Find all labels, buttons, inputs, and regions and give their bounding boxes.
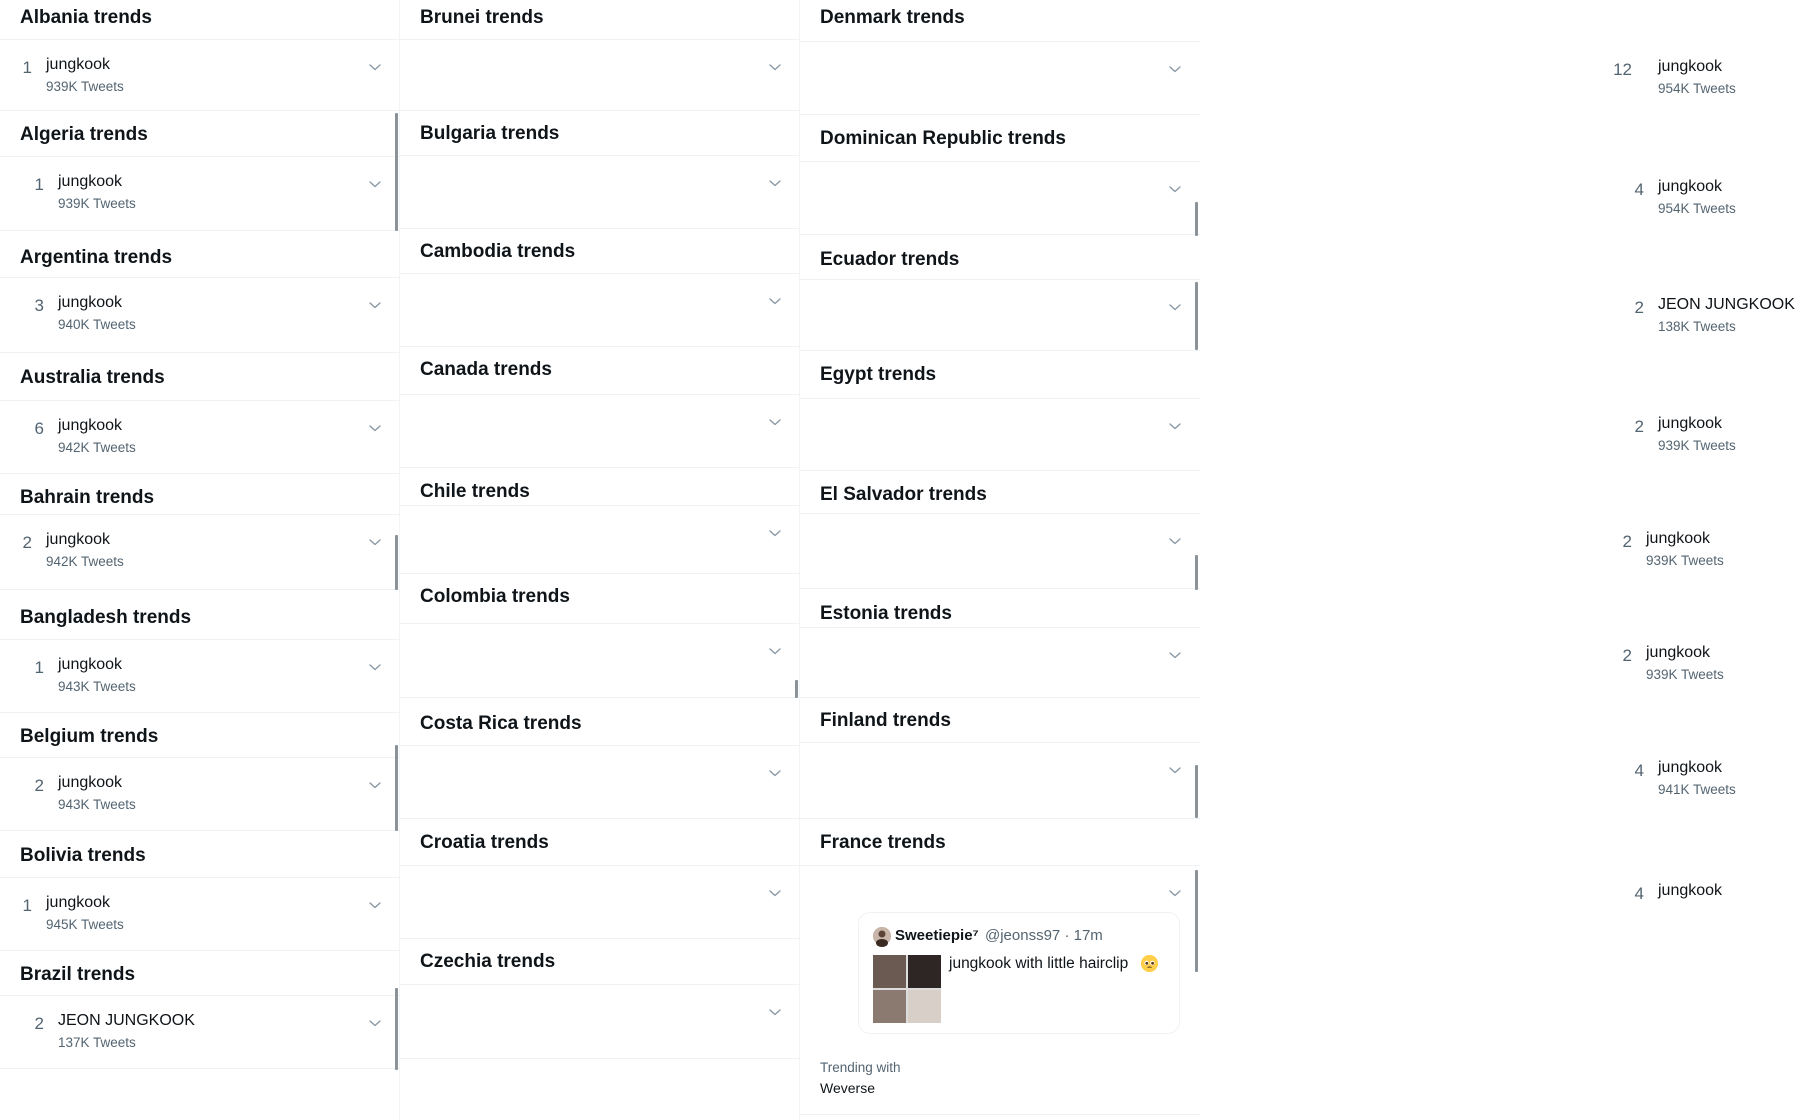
divider <box>800 350 1200 351</box>
trend-rank: 3 <box>34 296 44 315</box>
chevron-down-icon[interactable] <box>1168 885 1182 895</box>
chevron-down-icon[interactable] <box>368 534 382 544</box>
country-trends-title: Denmark trends <box>820 7 965 28</box>
trend-row[interactable] <box>400 506 800 573</box>
chevron-down-icon[interactable] <box>1168 181 1182 191</box>
trend-name[interactable]: jungkook <box>1646 644 1711 661</box>
country-trends-title: Bahrain trends <box>20 487 155 508</box>
tweet-handle-time: @jeonss97 · 17m <box>985 927 1103 944</box>
trend-row[interactable] <box>800 280 1200 350</box>
trend-name[interactable]: jungkook <box>46 56 111 73</box>
trend-rank: 1 <box>22 896 32 915</box>
chevron-down-icon[interactable] <box>768 1004 782 1014</box>
tweet-count: 943K Tweets <box>58 679 136 694</box>
chevron-down-icon[interactable] <box>768 293 782 303</box>
chevron-down-icon[interactable] <box>368 59 382 69</box>
trend-name[interactable]: jungkook <box>58 294 123 311</box>
trend-rank: 4 <box>1634 761 1644 780</box>
divider <box>800 697 1200 698</box>
trend-row[interactable] <box>400 395 800 467</box>
divider <box>0 830 400 831</box>
trend-name[interactable]: jungkook <box>1646 530 1711 547</box>
trend-row[interactable] <box>800 399 1200 470</box>
tweet-count: 942K Tweets <box>46 554 124 569</box>
trend-rank: 2 <box>34 1014 44 1033</box>
chevron-down-icon[interactable] <box>1168 418 1182 428</box>
tweet-image-grid[interactable] <box>873 955 941 1023</box>
country-trends-title: Argentina trends <box>20 247 173 268</box>
tweet-count: 939K Tweets <box>46 79 124 94</box>
trend-row[interactable] <box>0 640 400 712</box>
trend-row[interactable] <box>800 162 1200 234</box>
country-trends-title: Estonia trends <box>820 603 952 624</box>
chevron-down-icon[interactable] <box>1168 647 1182 657</box>
trend-row[interactable] <box>800 628 1200 697</box>
country-trends-title: Bulgaria trends <box>420 123 560 144</box>
country-trends-title: Colombia trends <box>420 586 570 607</box>
divider <box>400 346 800 347</box>
tweet-count: 138K Tweets <box>1658 319 1736 334</box>
trend-name[interactable]: jungkook <box>1658 882 1723 899</box>
divider <box>0 110 400 111</box>
divider <box>0 589 400 590</box>
trend-row[interactable] <box>0 758 400 830</box>
trend-row[interactable] <box>400 40 800 110</box>
chevron-down-icon[interactable] <box>1168 762 1182 772</box>
chevron-down-icon[interactable] <box>768 175 782 185</box>
divider <box>0 352 400 353</box>
divider <box>0 473 400 474</box>
tweet-count: 939K Tweets <box>58 196 136 211</box>
trend-row[interactable] <box>400 624 800 697</box>
trend-row[interactable] <box>400 746 800 818</box>
country-trends-title: Canada trends <box>420 359 552 380</box>
trend-rank: 6 <box>34 419 44 438</box>
scrollbar-thumb[interactable] <box>1195 870 1198 972</box>
scrollbar-thumb[interactable] <box>395 988 398 1070</box>
country-trends-title: Brazil trends <box>20 964 136 985</box>
trend-name[interactable]: jungkook <box>58 417 123 434</box>
divider <box>800 470 1200 471</box>
divider <box>800 1114 1200 1115</box>
scrollbar-thumb[interactable] <box>395 745 398 831</box>
trend-rank: 2 <box>1634 298 1644 317</box>
trend-name[interactable]: JEON JUNGKOOK <box>58 1012 195 1029</box>
divider <box>400 573 800 574</box>
country-trends-title: Egypt trends <box>820 364 937 385</box>
tweet-count: 942K Tweets <box>58 440 136 455</box>
chevron-down-icon[interactable] <box>368 777 382 787</box>
trend-row[interactable] <box>800 514 1200 588</box>
chevron-down-icon[interactable] <box>768 414 782 424</box>
trend-row[interactable] <box>0 515 400 589</box>
chevron-down-icon[interactable] <box>368 897 382 907</box>
divider <box>400 228 800 229</box>
country-trends-title: France trends <box>820 832 946 853</box>
scrollbar-thumb[interactable] <box>1195 765 1198 818</box>
divider <box>400 938 800 939</box>
chevron-down-icon[interactable] <box>368 659 382 669</box>
scrollbar-thumb[interactable] <box>1195 202 1198 236</box>
trend-rank: 4 <box>1634 180 1644 199</box>
tweet-count: 137K Tweets <box>58 1035 136 1050</box>
divider <box>800 234 1200 235</box>
country-trends-title: Croatia trends <box>420 832 549 853</box>
chevron-down-icon[interactable] <box>368 1015 382 1025</box>
country-trends-title: Algeria trends <box>20 124 148 145</box>
tweet-count: 954K Tweets <box>1658 81 1736 96</box>
tweet-count: 939K Tweets <box>1646 667 1724 682</box>
divider <box>0 230 400 231</box>
scrollbar-thumb[interactable] <box>1195 555 1198 590</box>
trend-row[interactable] <box>0 878 400 950</box>
chevron-down-icon[interactable] <box>768 643 782 653</box>
tweet-count: 945K Tweets <box>46 917 124 932</box>
chevron-down-icon[interactable] <box>768 885 782 895</box>
trend-name[interactable]: jungkook <box>46 531 111 548</box>
tweet-count: 940K Tweets <box>58 317 136 332</box>
chevron-down-icon[interactable] <box>368 176 382 186</box>
chevron-down-icon[interactable] <box>768 765 782 775</box>
trend-row[interactable] <box>0 278 400 352</box>
trend-row[interactable] <box>400 985 800 1058</box>
country-trends-title: Finland trends <box>820 710 951 731</box>
divider <box>400 467 800 468</box>
country-trends-title: Bolivia trends <box>20 845 146 866</box>
trend-row[interactable] <box>400 274 800 346</box>
tweet-avatar[interactable] <box>873 927 891 945</box>
trend-row[interactable] <box>0 40 400 110</box>
chevron-down-icon[interactable] <box>1168 61 1182 71</box>
trend-row[interactable] <box>800 42 1200 114</box>
trending-with-label: Trending with <box>820 1060 901 1075</box>
column-separator <box>799 0 800 1120</box>
trend-rank: 2 <box>22 533 32 552</box>
tweet-count: 941K Tweets <box>1658 782 1736 797</box>
trend-name[interactable]: jungkook <box>1658 759 1723 776</box>
country-trends-title: Brunei trends <box>420 7 544 28</box>
trend-name[interactable]: jungkook <box>1658 178 1723 195</box>
trend-rank: 1 <box>34 658 44 677</box>
divider <box>0 712 400 713</box>
country-trends-title: Czechia trends <box>420 951 556 972</box>
country-trends-title: Costa Rica trends <box>420 713 582 734</box>
trend-rank: 4 <box>1634 884 1644 903</box>
divider <box>0 1068 400 1069</box>
divider <box>0 950 400 951</box>
country-trends-title: Cambodia trends <box>420 241 576 262</box>
country-trends-title: Bangladesh trends <box>20 607 192 628</box>
chevron-down-icon[interactable] <box>368 297 382 307</box>
trend-name[interactable]: jungkook <box>1658 415 1723 432</box>
tweet-count: 954K Tweets <box>1658 201 1736 216</box>
country-trends-title: El Salvador trends <box>820 484 987 505</box>
divider <box>800 114 1200 115</box>
scrollbar-thumb[interactable] <box>395 535 398 590</box>
trend-name[interactable]: jungkook <box>58 656 123 673</box>
trend-name[interactable]: jungkook <box>58 173 123 190</box>
scrollbar-thumb[interactable] <box>1195 282 1198 350</box>
chevron-down-icon[interactable] <box>1168 299 1182 309</box>
trend-name[interactable]: jungkook <box>1658 58 1723 75</box>
trend-row[interactable] <box>400 866 800 938</box>
country-trends-title: Ecuador trends <box>820 249 960 270</box>
divider <box>800 588 1200 589</box>
trends-column-2 <box>400 0 800 1120</box>
trend-rank: 1 <box>34 175 44 194</box>
chevron-down-icon[interactable] <box>768 525 782 535</box>
trend-rank: 12 <box>1613 60 1632 79</box>
scrollbar-thumb[interactable] <box>795 680 798 698</box>
trend-name[interactable]: JEON JUNGKOOK <box>1658 296 1795 313</box>
tweet-count: 939K Tweets <box>1658 438 1736 453</box>
divider <box>400 110 800 111</box>
tweet-author[interactable]: Sweetiepie⁷ <box>895 927 979 944</box>
trend-row[interactable] <box>0 157 400 230</box>
trend-name[interactable]: jungkook <box>58 774 123 791</box>
divider <box>800 818 1200 819</box>
divider <box>400 697 800 698</box>
trend-rank: 2 <box>1622 532 1632 551</box>
country-trends-title: Belgium trends <box>20 726 159 747</box>
trends-column-1 <box>0 0 400 1120</box>
trend-rank: 1 <box>22 58 32 77</box>
tweet-card[interactable] <box>858 912 1180 1034</box>
trend-rank: 2 <box>34 776 44 795</box>
pleading-face-emoji-icon <box>1141 955 1158 972</box>
chevron-down-icon[interactable] <box>768 59 782 69</box>
trending-with-link[interactable]: Weverse <box>820 1080 875 1096</box>
country-trends-title: Australia trends <box>20 367 165 388</box>
divider <box>400 1058 800 1059</box>
scrollbar-thumb[interactable] <box>395 113 398 231</box>
country-trends-title: Chile trends <box>420 481 530 502</box>
tweet-count: 943K Tweets <box>58 797 136 812</box>
tweet-text: jungkook with little hairclip <box>949 955 1129 972</box>
divider <box>400 818 800 819</box>
trend-rank: 2 <box>1622 646 1632 665</box>
trend-name[interactable]: jungkook <box>46 894 111 911</box>
trend-row[interactable] <box>0 401 400 473</box>
column-separator <box>399 0 400 1120</box>
trend-row[interactable] <box>400 156 800 228</box>
trend-rank: 2 <box>1634 417 1644 436</box>
chevron-down-icon[interactable] <box>1168 533 1182 543</box>
trend-row[interactable] <box>0 996 400 1068</box>
trend-row[interactable] <box>800 743 1200 818</box>
country-trends-title: Dominican Republic trends <box>820 128 1066 149</box>
chevron-down-icon[interactable] <box>368 420 382 430</box>
country-trends-title: Albania trends <box>20 7 152 28</box>
tweet-count: 939K Tweets <box>1646 553 1724 568</box>
